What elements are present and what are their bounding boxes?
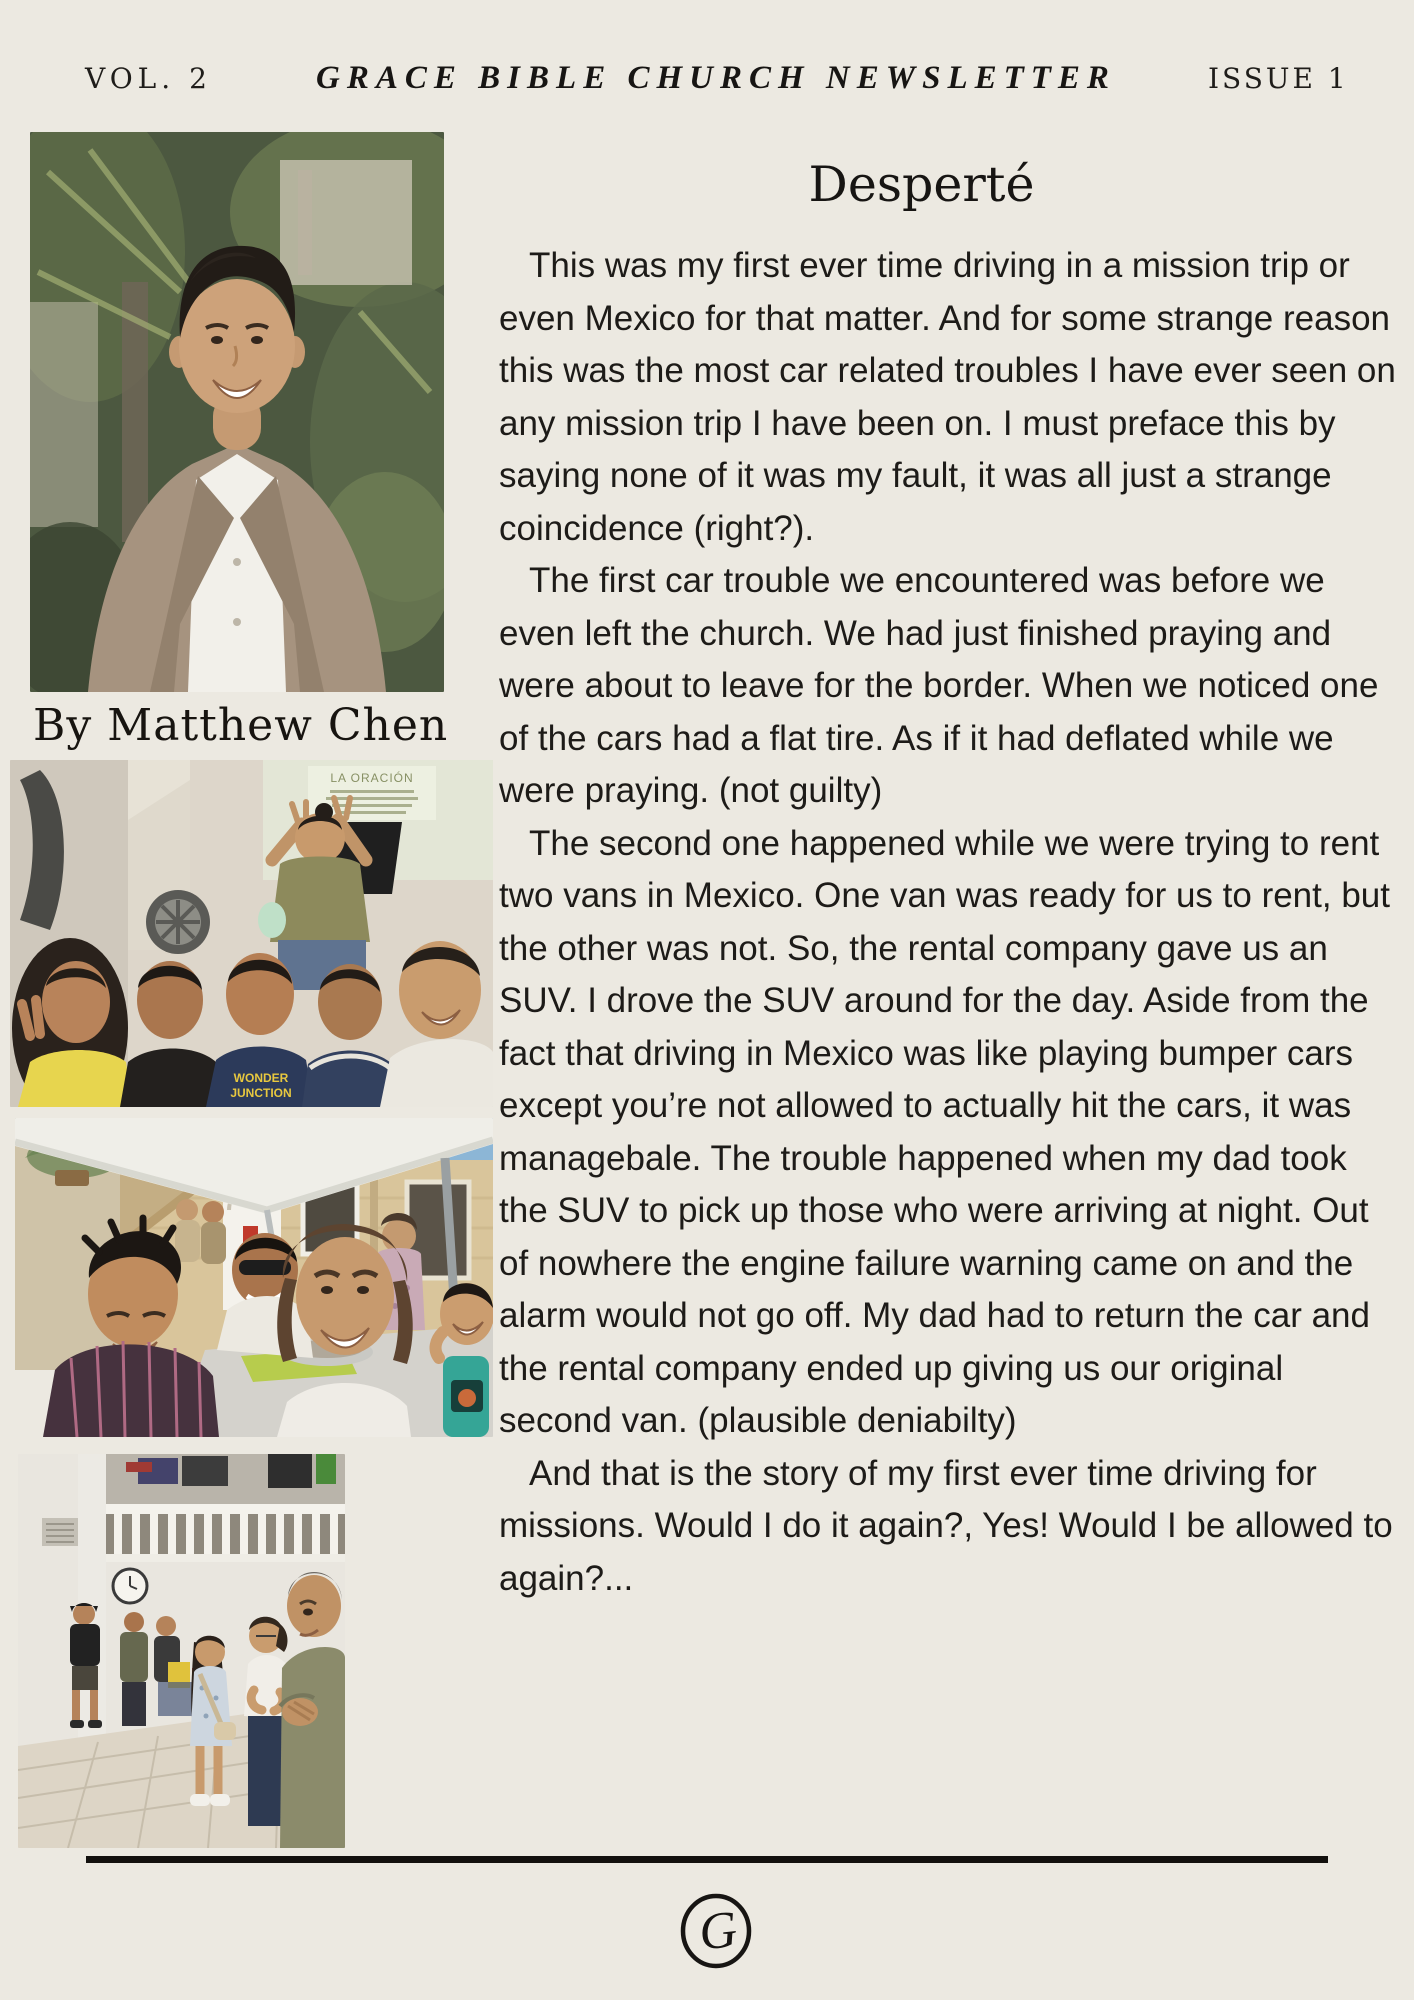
shirt-text-wonder: WONDER <box>233 1071 289 1085</box>
screen-title-text: LA ORACIÓN <box>330 771 414 785</box>
logo-letter: G <box>696 1900 740 1962</box>
header-volume: VOL. 2 <box>85 62 212 95</box>
footer-divider <box>86 1856 1328 1863</box>
article-paragraph: The first car trouble we encountered was before we even left the church. We had just finished praying and were about to leave for the border. When we noticed one of the cars had a flat tire. As if it had deflated while we were praying. (not guilty) <box>499 561 1379 810</box>
article-paragraph: This was my first ever time driving in a mission trip or even Mexico for that matter. And for some strange reason this was the most car related troubles I have ever seen on any mission trip I have been on. I must preface this by saying none of it was my fault, it was all just a strange coincidence (right?). <box>499 246 1396 548</box>
article <box>499 156 1400 1605</box>
photo-group-selfie <box>10 760 493 1107</box>
photo-portrait-matthew-chen <box>30 132 444 692</box>
article-paragraph: And that is the story of my first ever time driving for missions. Would I do it again?, Yes! Would I be allowed to again?... <box>499 1453 1393 1598</box>
photo-church-hall-worship <box>18 1454 345 1848</box>
photo-outdoor-table-selfie <box>15 1118 493 1437</box>
grace-bible-church-logo <box>678 1892 754 1970</box>
shirt-text-junction: JUNCTION <box>230 1086 292 1100</box>
header-newsletter-title: GRACE BIBLE CHURCH NEWSLETTER <box>316 60 1116 96</box>
church-hall-illustration <box>18 1454 345 1848</box>
article-paragraph: The second one happened while we were trying to rent two vans in Mexico. One van was ready for us to rent, but the other was not. So, the rental company gave us an SUV. I drove the SUV around for the day. Aside from the fact that driving in Mexico was like playing bumper cars except you’re not allowed to actually hit the cars, it was managebale. The trouble happened when my dad took the SUV to pick up those who were arriving at night. Out of nowhere the engine failure warning came on and the alarm would not go off. My dad had to return the car and the rental company ended up giving us our original second van. (plausible deniabilty) <box>499 823 1390 1440</box>
portrait-illustration <box>30 132 444 692</box>
group-selfie-illustration <box>10 760 493 1107</box>
article-byline: By Matthew Chen <box>33 700 449 751</box>
article-title: Desperté <box>808 156 1035 213</box>
outdoor-table-illustration <box>15 1118 493 1437</box>
header-issue: ISSUE 1 <box>1208 62 1349 95</box>
